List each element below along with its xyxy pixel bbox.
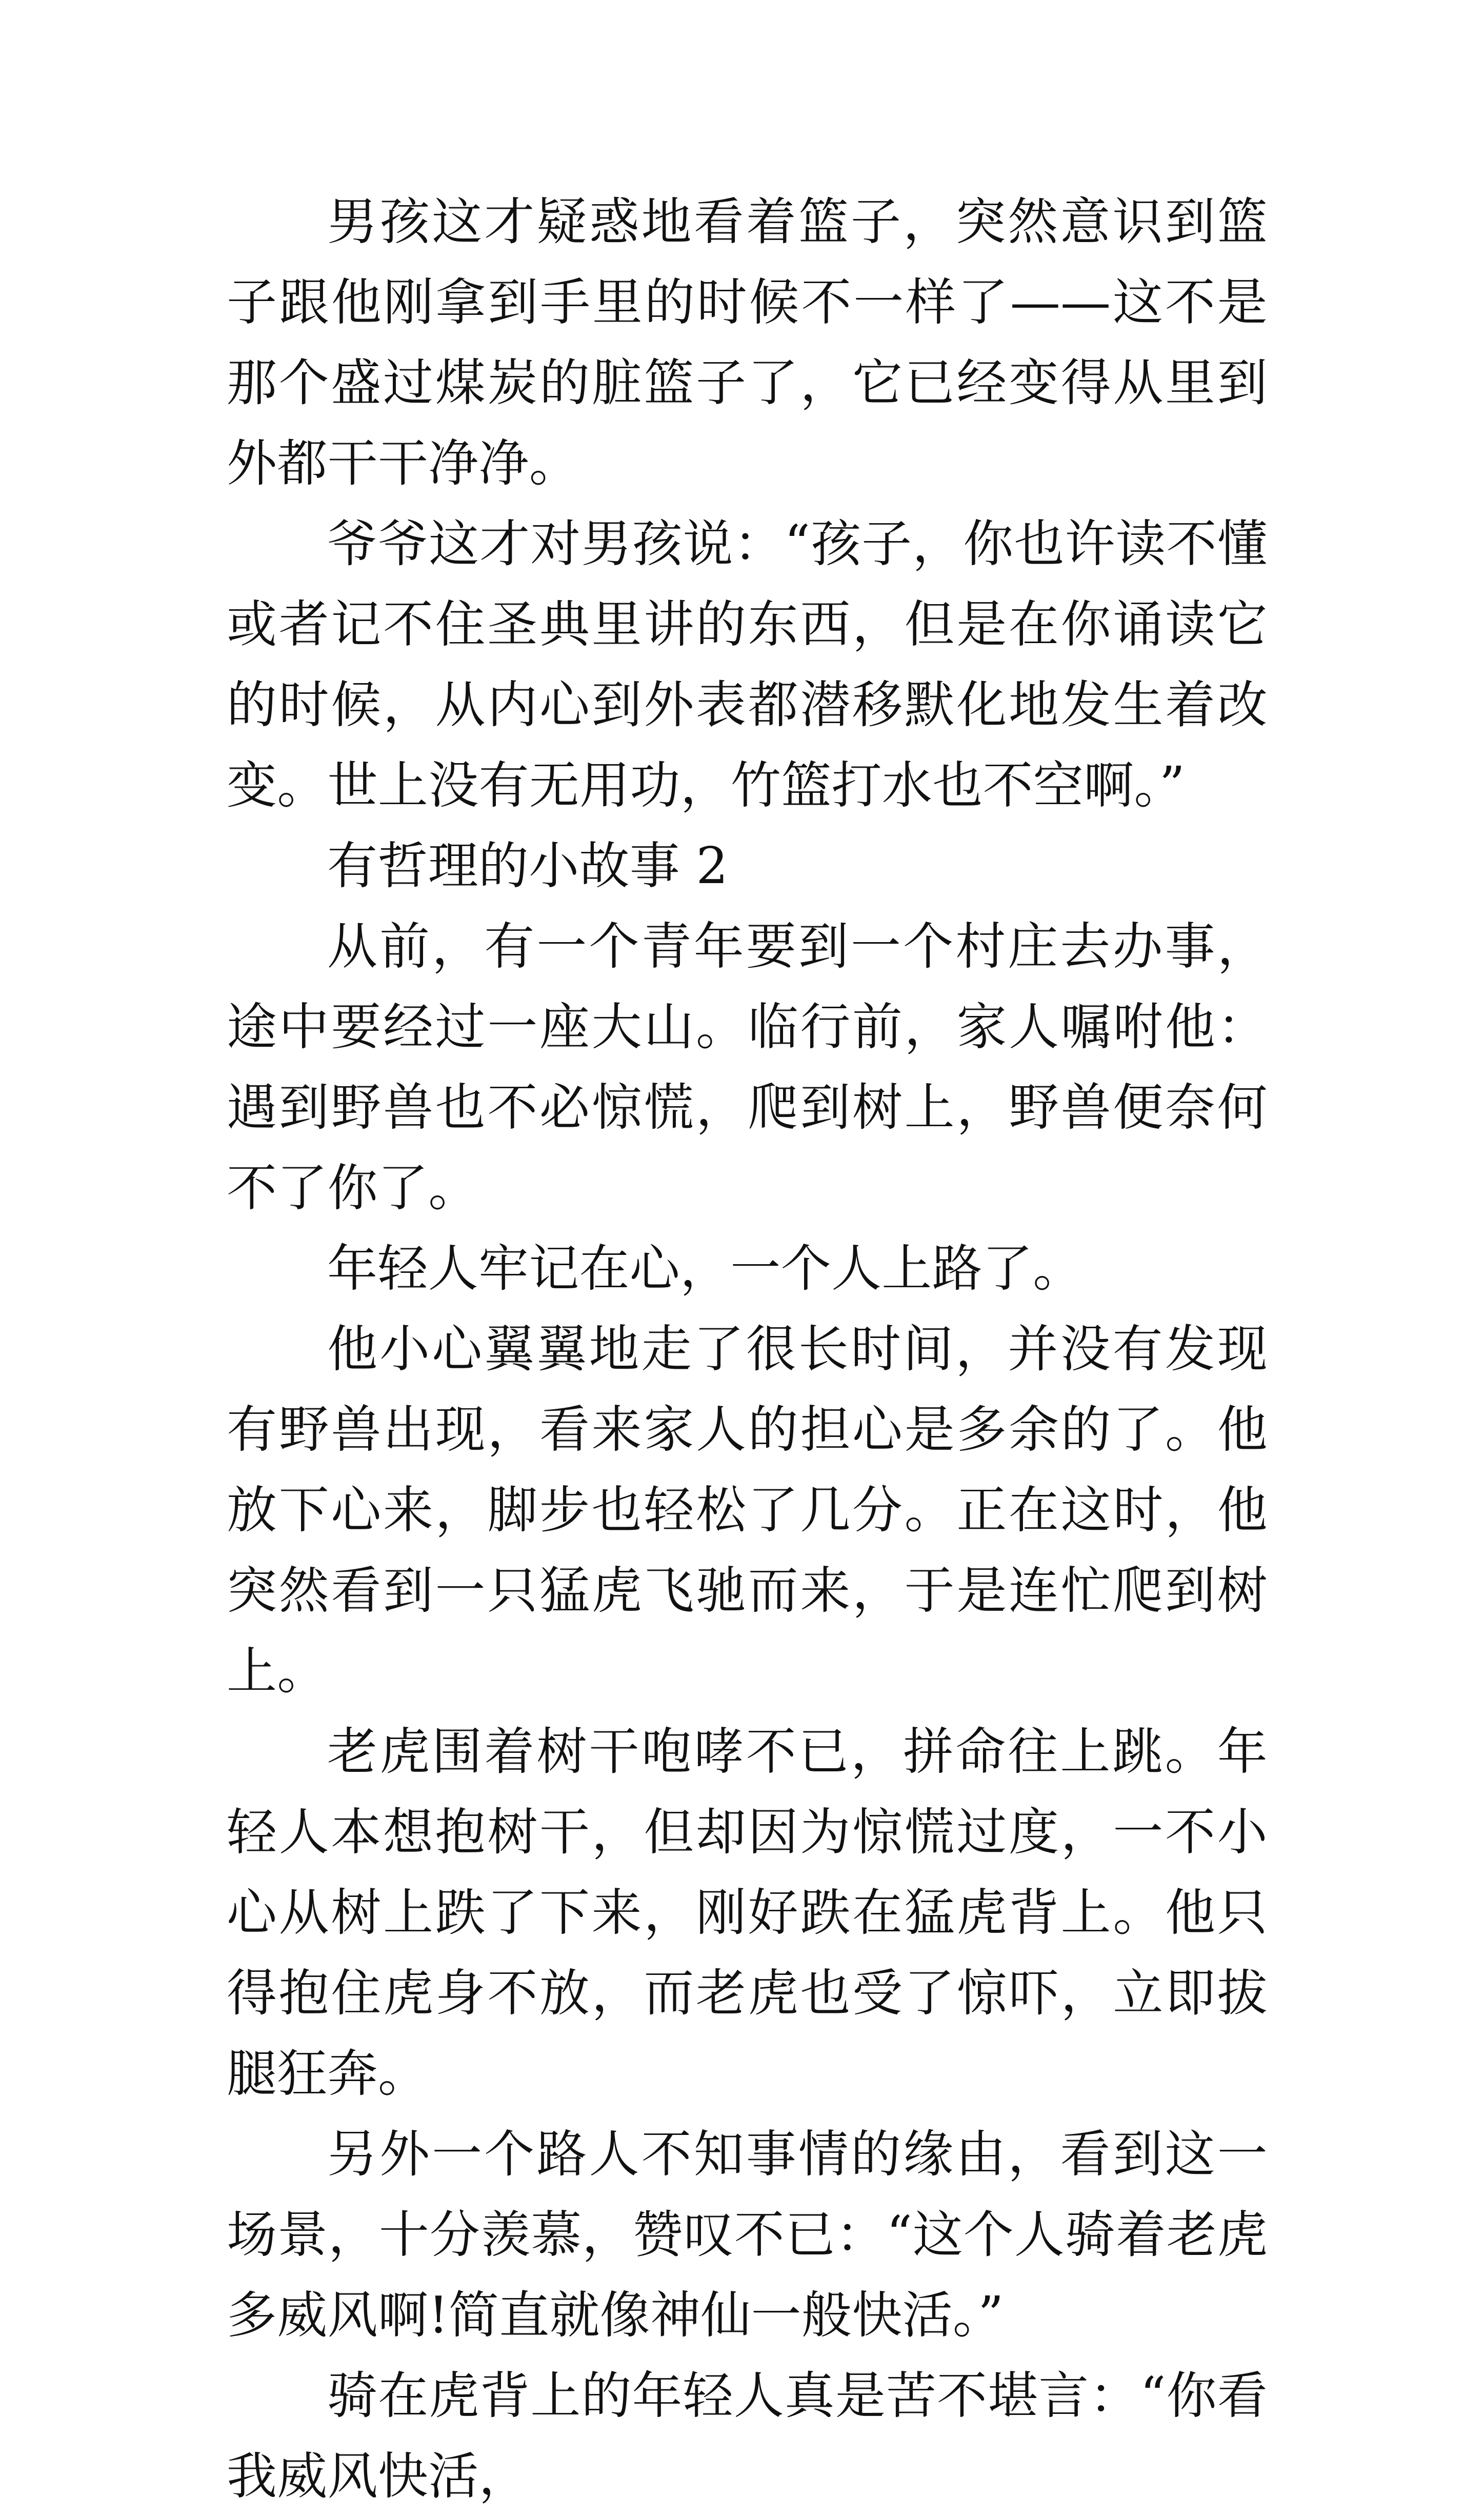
- paragraph-rider-complains: 骑在虎背上的年轻人真是苦不堪言：“你看我威风快活，: [227, 2367, 1268, 2506]
- story-heading: 有哲理的小故事 2: [327, 837, 729, 895]
- paragraph-falls-on-tiger: 老虎围着树干咆哮不已，拼命往上跳。年轻人本想抱树干，但却因为惊慌过度，一不小心从树上跌了下来，刚好跌在猛虎背上。他只得抱住虎身不放，而老虎也受了惊吓，立即拔腿狂奔。: [227, 1723, 1268, 2103]
- paragraph-tiger-appears: 他小心翼翼地走了很长时间，并没有发现有野兽出现，看来家人的担心是多余的了。他放下心来，脚步也轻松了几分。正在这时，他突然看到一只猛虎飞驰而来，于是连忙爬到树上。: [227, 1320, 1268, 1701]
- document-body: [227, 182, 1268, 2517]
- paragraph-young-man-journey: 从前，有一个青年要到一个村庄去办事，途中要经过一座大山。临行前，家人嘱咐他：遇到野兽也不必惊慌，爬到树上，野兽便奈何不了你了。: [227, 917, 1268, 1217]
- paragraph-sets-off: 年轻人牢记在心，一个人上路了。: [327, 1240, 1084, 1298]
- paragraph-basket-clean: 男孩这才疑惑地看着篮子，突然意识到篮子跟他刚拿到手里的时候不一样了——这不是那个盛过煤炭的脏篮子了，它已经变得从里到外都干干净净。: [227, 193, 1268, 493]
- paragraph-passerby-envy: 另外一个路人不知事情的缘由，看到这一场景，十分羡慕，赞叹不已：“这个人骑着老虎多威风啊!简直就像神仙一般快活。”: [227, 2125, 1268, 2345]
- paragraph-grandpa-says: 爷爷这才对男孩说：“孩子，你也许读不懂或者记不住圣典里讲的东西，但是在你诵读它的时候，从内心到外表都潜移默化地发生着改变。世上没有无用功，竹篮打水也不空啊。”: [227, 515, 1268, 815]
